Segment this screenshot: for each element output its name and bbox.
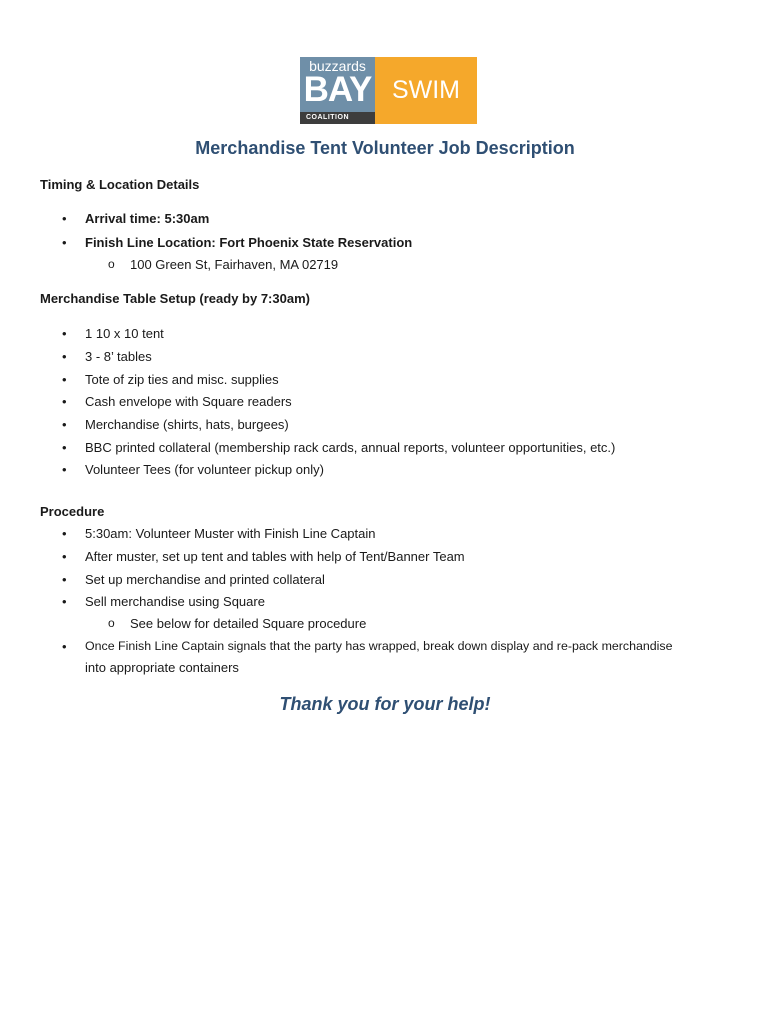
procedure-item: Set up merchandise and printed collateral bbox=[85, 572, 325, 587]
bullet-icon: • bbox=[62, 526, 67, 541]
bullet-icon: • bbox=[62, 549, 67, 564]
procedure-heading: Procedure bbox=[40, 504, 105, 519]
bullet-icon: • bbox=[62, 440, 67, 455]
bullet-icon: • bbox=[62, 417, 67, 432]
bullet-icon: • bbox=[62, 594, 67, 609]
closing-thanks: Thank you for your help! bbox=[279, 694, 491, 714]
setup-item: BBC printed collateral (membership rack cards, annual reports, volunteer opportunities, etc.) bbox=[85, 440, 616, 455]
procedure-item: After muster, set up tent and tables with help of Tent/Banner Team bbox=[85, 549, 465, 564]
setup-item: Cash envelope with Square readers bbox=[85, 394, 292, 409]
procedure-sub-item: See below for detailed Square procedure bbox=[130, 616, 367, 631]
logo-line-buzzards: buzzards bbox=[309, 58, 366, 74]
setup-item: Volunteer Tees (for volunteer pickup only) bbox=[85, 462, 324, 477]
setup-heading: Merchandise Table Setup (ready by 7:30am) bbox=[40, 291, 310, 306]
setup-item: Merchandise (shirts, hats, burgees) bbox=[85, 417, 289, 432]
bullet-icon: • bbox=[62, 462, 67, 477]
timing-heading: Timing & Location Details bbox=[40, 177, 200, 192]
bullet-icon: • bbox=[62, 211, 67, 226]
sub-bullet-icon: o bbox=[108, 616, 115, 630]
procedure-item-breakdown-line1: Once Finish Line Captain signals that the party has wrapped, break down display and re-pack merchandise bbox=[85, 639, 673, 653]
bullet-icon: • bbox=[62, 639, 67, 654]
sub-bullet-icon: o bbox=[108, 257, 115, 271]
setup-item: 1 10 x 10 tent bbox=[85, 326, 164, 341]
procedure-item: Sell merchandise using Square bbox=[85, 594, 265, 609]
logo-coalition-block bbox=[300, 57, 375, 124]
logo-line-coalition: COALITION bbox=[300, 112, 375, 124]
logo-swim-block bbox=[375, 57, 477, 124]
timing-item-arrival: Arrival time: 5:30am bbox=[85, 211, 210, 226]
bullet-icon: • bbox=[62, 349, 67, 364]
setup-item: 3 - 8’ tables bbox=[85, 349, 152, 364]
bullet-icon: • bbox=[62, 394, 67, 409]
bullet-icon: • bbox=[62, 372, 67, 387]
bullet-icon: • bbox=[62, 235, 67, 250]
bullet-icon: • bbox=[62, 572, 67, 587]
setup-item: Tote of zip ties and misc. supplies bbox=[85, 372, 279, 387]
bullet-icon: • bbox=[62, 326, 67, 341]
procedure-item: 5:30am: Volunteer Muster with Finish Line Captain bbox=[85, 526, 376, 541]
timing-sub-item-address: 100 Green St, Fairhaven, MA 02719 bbox=[130, 257, 339, 272]
logo-line-swim: SWIM bbox=[391, 76, 461, 104]
procedure-item-breakdown-line2: into appropriate containers bbox=[85, 660, 239, 675]
timing-item-location: Finish Line Location: Fort Phoenix State Reservation bbox=[85, 235, 413, 250]
buzzards-bay-swim-logo bbox=[300, 57, 477, 124]
document-title: Merchandise Tent Volunteer Job Description bbox=[195, 138, 575, 158]
logo-line-bay: BAY bbox=[303, 70, 372, 109]
